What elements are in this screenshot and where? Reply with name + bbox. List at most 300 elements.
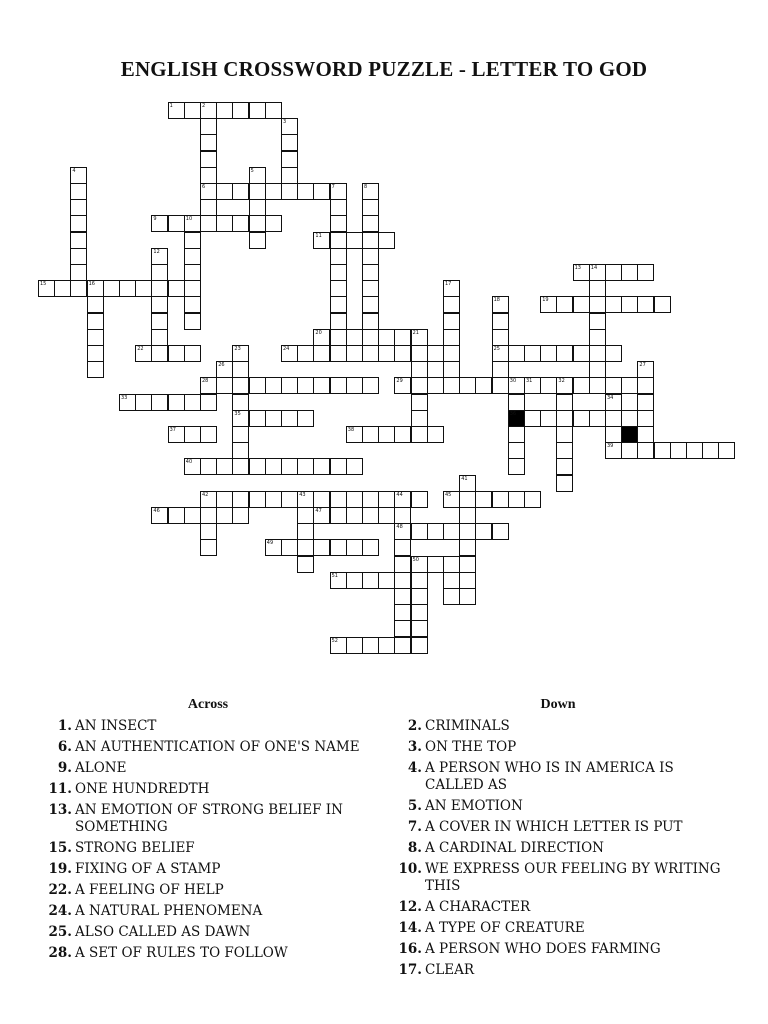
grid-cell[interactable] xyxy=(232,426,249,443)
grid-cell[interactable] xyxy=(508,394,525,411)
grid-cell[interactable] xyxy=(394,620,411,637)
grid-cell[interactable] xyxy=(135,345,152,362)
grid-cell[interactable] xyxy=(87,361,104,378)
grid-cell[interactable] xyxy=(346,329,363,346)
grid-cell[interactable] xyxy=(394,523,411,540)
grid-cell[interactable] xyxy=(378,572,395,589)
grid-cell[interactable] xyxy=(540,345,557,362)
grid-cell[interactable] xyxy=(362,248,379,265)
grid-cell[interactable] xyxy=(475,523,492,540)
grid-cell[interactable] xyxy=(589,280,606,297)
grid-cell[interactable] xyxy=(621,296,638,313)
grid-cell[interactable] xyxy=(87,345,104,362)
grid-cell[interactable] xyxy=(151,394,168,411)
grid-cell[interactable] xyxy=(443,345,460,362)
grid-cell[interactable] xyxy=(378,507,395,524)
grid-cell[interactable] xyxy=(540,410,557,427)
grid-cell[interactable] xyxy=(394,539,411,556)
grid-cell[interactable] xyxy=(443,588,460,605)
grid-cell[interactable] xyxy=(394,588,411,605)
grid-cell[interactable] xyxy=(313,458,330,475)
grid-cell[interactable] xyxy=(605,264,622,281)
grid-cell[interactable] xyxy=(459,572,476,589)
grid-cell[interactable] xyxy=(346,572,363,589)
grid-cell[interactable] xyxy=(232,491,249,508)
grid-cell[interactable] xyxy=(411,361,428,378)
grid-cell[interactable] xyxy=(411,604,428,621)
grid-cell[interactable] xyxy=(168,394,185,411)
grid-cell[interactable] xyxy=(200,394,217,411)
grid-cell[interactable] xyxy=(492,345,509,362)
grid-cell[interactable] xyxy=(492,361,509,378)
grid-cell[interactable] xyxy=(378,426,395,443)
grid-cell[interactable] xyxy=(313,539,330,556)
grid-cell[interactable] xyxy=(232,442,249,459)
grid-cell[interactable] xyxy=(168,215,185,232)
grid-cell[interactable] xyxy=(281,167,298,184)
grid-cell[interactable] xyxy=(362,280,379,297)
grid-cell[interactable] xyxy=(216,215,233,232)
grid-cell[interactable] xyxy=(184,248,201,265)
grid-cell[interactable] xyxy=(168,426,185,443)
grid-cell[interactable] xyxy=(281,183,298,200)
grid-cell[interactable] xyxy=(702,442,719,459)
grid-cell[interactable] xyxy=(70,248,87,265)
grid-cell[interactable] xyxy=(330,183,347,200)
grid-cell[interactable] xyxy=(281,151,298,168)
grid-cell[interactable] xyxy=(475,377,492,394)
grid-cell[interactable] xyxy=(443,280,460,297)
grid-cell[interactable] xyxy=(330,637,347,654)
grid-cell[interactable] xyxy=(330,507,347,524)
grid-cell[interactable] xyxy=(265,183,282,200)
grid-cell[interactable] xyxy=(249,199,266,216)
grid-cell[interactable] xyxy=(232,377,249,394)
grid-cell[interactable] xyxy=(216,377,233,394)
grid-cell[interactable] xyxy=(378,329,395,346)
grid-cell[interactable] xyxy=(168,507,185,524)
grid-cell[interactable] xyxy=(151,264,168,281)
grid-cell[interactable] xyxy=(718,442,735,459)
grid-cell[interactable] xyxy=(621,410,638,427)
grid-cell[interactable] xyxy=(330,329,347,346)
grid-cell[interactable] xyxy=(524,377,541,394)
grid-cell[interactable] xyxy=(232,361,249,378)
grid-cell[interactable] xyxy=(637,264,654,281)
grid-cell[interactable] xyxy=(378,232,395,249)
grid-cell[interactable] xyxy=(346,491,363,508)
grid-cell[interactable] xyxy=(508,491,525,508)
grid-cell[interactable] xyxy=(637,426,654,443)
grid-cell[interactable] xyxy=(87,329,104,346)
grid-cell[interactable] xyxy=(443,361,460,378)
grid-cell[interactable] xyxy=(297,458,314,475)
grid-cell[interactable] xyxy=(330,539,347,556)
grid-cell[interactable] xyxy=(265,491,282,508)
grid-cell[interactable] xyxy=(686,442,703,459)
grid-cell[interactable] xyxy=(605,410,622,427)
grid-cell[interactable] xyxy=(216,458,233,475)
grid-cell[interactable] xyxy=(508,426,525,443)
grid-cell[interactable] xyxy=(346,539,363,556)
grid-cell[interactable] xyxy=(70,167,87,184)
grid-cell[interactable] xyxy=(232,183,249,200)
grid-cell[interactable] xyxy=(330,458,347,475)
grid-cell[interactable] xyxy=(605,394,622,411)
grid-cell[interactable] xyxy=(556,296,573,313)
grid-cell[interactable] xyxy=(411,491,428,508)
grid-cell[interactable] xyxy=(346,426,363,443)
grid-cell[interactable] xyxy=(313,329,330,346)
grid-cell[interactable] xyxy=(540,296,557,313)
grid-cell[interactable] xyxy=(362,296,379,313)
grid-cell[interactable] xyxy=(184,296,201,313)
grid-cell[interactable] xyxy=(362,507,379,524)
grid-cell[interactable] xyxy=(556,377,573,394)
grid-cell[interactable] xyxy=(200,199,217,216)
grid-cell[interactable] xyxy=(135,394,152,411)
grid-cell[interactable] xyxy=(297,377,314,394)
grid-cell[interactable] xyxy=(281,345,298,362)
grid-cell[interactable] xyxy=(556,475,573,492)
grid-cell[interactable] xyxy=(459,556,476,573)
grid-cell[interactable] xyxy=(184,426,201,443)
grid-cell[interactable] xyxy=(589,361,606,378)
grid-cell[interactable] xyxy=(589,313,606,330)
grid-cell[interactable] xyxy=(394,604,411,621)
grid-cell[interactable] xyxy=(573,296,590,313)
grid-cell[interactable] xyxy=(151,296,168,313)
grid-cell[interactable] xyxy=(281,118,298,135)
grid-cell[interactable] xyxy=(330,491,347,508)
grid-cell[interactable] xyxy=(151,248,168,265)
grid-cell[interactable] xyxy=(330,248,347,265)
grid-cell[interactable] xyxy=(637,296,654,313)
grid-cell[interactable] xyxy=(330,199,347,216)
grid-cell[interactable] xyxy=(346,377,363,394)
grid-cell[interactable] xyxy=(103,280,120,297)
grid-cell[interactable] xyxy=(232,458,249,475)
grid-cell[interactable] xyxy=(184,394,201,411)
grid-cell[interactable] xyxy=(605,377,622,394)
grid-cell[interactable] xyxy=(54,280,71,297)
grid-cell[interactable] xyxy=(265,410,282,427)
grid-cell[interactable] xyxy=(281,491,298,508)
grid-cell[interactable] xyxy=(216,183,233,200)
grid-cell[interactable] xyxy=(297,183,314,200)
grid-cell[interactable] xyxy=(492,296,509,313)
grid-cell[interactable] xyxy=(524,491,541,508)
grid-cell[interactable] xyxy=(492,491,509,508)
grid-cell[interactable] xyxy=(297,491,314,508)
grid-cell[interactable] xyxy=(151,329,168,346)
grid-cell[interactable] xyxy=(151,345,168,362)
grid-cell[interactable] xyxy=(249,215,266,232)
grid-cell[interactable] xyxy=(411,410,428,427)
grid-cell[interactable] xyxy=(637,377,654,394)
grid-cell[interactable] xyxy=(573,410,590,427)
grid-cell[interactable] xyxy=(265,539,282,556)
grid-cell[interactable] xyxy=(394,507,411,524)
grid-cell[interactable] xyxy=(394,426,411,443)
grid-cell[interactable] xyxy=(330,296,347,313)
grid-cell[interactable] xyxy=(297,345,314,362)
grid-cell[interactable] xyxy=(249,167,266,184)
grid-cell[interactable] xyxy=(411,620,428,637)
grid-cell[interactable] xyxy=(524,410,541,427)
grid-cell[interactable] xyxy=(394,491,411,508)
grid-cell[interactable] xyxy=(589,329,606,346)
grid-cell[interactable] xyxy=(184,264,201,281)
grid-cell[interactable] xyxy=(70,199,87,216)
grid-cell[interactable] xyxy=(443,313,460,330)
grid-cell[interactable] xyxy=(492,523,509,540)
grid-cell[interactable] xyxy=(249,410,266,427)
grid-cell[interactable] xyxy=(151,507,168,524)
grid-cell[interactable] xyxy=(200,118,217,135)
grid-cell[interactable] xyxy=(605,296,622,313)
grid-cell[interactable] xyxy=(411,572,428,589)
grid-cell[interactable] xyxy=(313,507,330,524)
grid-cell[interactable] xyxy=(281,539,298,556)
grid-cell[interactable] xyxy=(87,296,104,313)
grid-cell[interactable] xyxy=(184,313,201,330)
grid-cell[interactable] xyxy=(621,264,638,281)
grid-cell[interactable] xyxy=(362,637,379,654)
grid-cell[interactable] xyxy=(313,377,330,394)
grid-cell[interactable] xyxy=(313,345,330,362)
grid-cell[interactable] xyxy=(589,296,606,313)
grid-cell[interactable] xyxy=(394,572,411,589)
grid-cell[interactable] xyxy=(200,167,217,184)
grid-cell[interactable] xyxy=(362,377,379,394)
grid-cell[interactable] xyxy=(411,523,428,540)
grid-cell[interactable] xyxy=(362,232,379,249)
grid-cell[interactable] xyxy=(411,588,428,605)
grid-cell[interactable] xyxy=(556,426,573,443)
grid-cell[interactable] xyxy=(654,442,671,459)
grid-cell[interactable] xyxy=(200,377,217,394)
grid-cell[interactable] xyxy=(232,102,249,119)
grid-cell[interactable] xyxy=(249,491,266,508)
grid-cell[interactable] xyxy=(200,215,217,232)
grid-cell[interactable] xyxy=(184,458,201,475)
grid-cell[interactable] xyxy=(573,377,590,394)
grid-cell[interactable] xyxy=(394,329,411,346)
grid-cell[interactable] xyxy=(330,313,347,330)
grid-cell[interactable] xyxy=(411,329,428,346)
grid-cell[interactable] xyxy=(459,377,476,394)
grid-cell[interactable] xyxy=(362,199,379,216)
grid-cell[interactable] xyxy=(362,426,379,443)
grid-cell[interactable] xyxy=(556,410,573,427)
grid-cell[interactable] xyxy=(151,280,168,297)
grid-cell[interactable] xyxy=(573,345,590,362)
grid-cell[interactable] xyxy=(70,183,87,200)
grid-cell[interactable] xyxy=(556,394,573,411)
grid-cell[interactable] xyxy=(508,377,525,394)
grid-cell[interactable] xyxy=(589,264,606,281)
grid-cell[interactable] xyxy=(232,507,249,524)
grid-cell[interactable] xyxy=(232,215,249,232)
grid-cell[interactable] xyxy=(508,345,525,362)
grid-cell[interactable] xyxy=(411,556,428,573)
grid-cell[interactable] xyxy=(265,102,282,119)
grid-cell[interactable] xyxy=(200,539,217,556)
grid-cell[interactable] xyxy=(492,377,509,394)
grid-cell[interactable] xyxy=(443,377,460,394)
grid-cell[interactable] xyxy=(459,588,476,605)
grid-cell[interactable] xyxy=(184,345,201,362)
grid-cell[interactable] xyxy=(459,475,476,492)
grid-cell[interactable] xyxy=(168,102,185,119)
grid-cell[interactable] xyxy=(394,637,411,654)
grid-cell[interactable] xyxy=(459,539,476,556)
grid-cell[interactable] xyxy=(313,232,330,249)
grid-cell[interactable] xyxy=(330,215,347,232)
grid-cell[interactable] xyxy=(184,102,201,119)
grid-cell[interactable] xyxy=(70,215,87,232)
grid-cell[interactable] xyxy=(249,102,266,119)
grid-cell[interactable] xyxy=(443,329,460,346)
grid-cell[interactable] xyxy=(87,313,104,330)
grid-cell[interactable] xyxy=(232,345,249,362)
grid-cell[interactable] xyxy=(670,442,687,459)
grid-cell[interactable] xyxy=(362,572,379,589)
grid-cell[interactable] xyxy=(362,539,379,556)
grid-cell[interactable] xyxy=(443,523,460,540)
grid-cell[interactable] xyxy=(281,458,298,475)
grid-cell[interactable] xyxy=(605,442,622,459)
grid-cell[interactable] xyxy=(427,377,444,394)
grid-cell[interactable] xyxy=(297,523,314,540)
grid-cell[interactable] xyxy=(443,296,460,313)
grid-cell[interactable] xyxy=(540,377,557,394)
grid-cell[interactable] xyxy=(459,507,476,524)
grid-cell[interactable] xyxy=(313,491,330,508)
grid-cell[interactable] xyxy=(200,134,217,151)
grid-cell[interactable] xyxy=(70,264,87,281)
grid-cell[interactable] xyxy=(459,491,476,508)
grid-cell[interactable] xyxy=(119,394,136,411)
grid-cell[interactable] xyxy=(654,296,671,313)
grid-cell[interactable] xyxy=(475,491,492,508)
grid-cell[interactable] xyxy=(378,491,395,508)
grid-cell[interactable] xyxy=(184,232,201,249)
grid-cell[interactable] xyxy=(200,102,217,119)
grid-cell[interactable] xyxy=(459,523,476,540)
grid-cell[interactable] xyxy=(556,458,573,475)
grid-cell[interactable] xyxy=(411,426,428,443)
grid-cell[interactable] xyxy=(168,280,185,297)
grid-cell[interactable] xyxy=(87,280,104,297)
grid-cell[interactable] xyxy=(70,232,87,249)
grid-cell[interactable] xyxy=(297,410,314,427)
grid-cell[interactable] xyxy=(70,280,87,297)
grid-cell[interactable] xyxy=(492,313,509,330)
grid-cell[interactable] xyxy=(330,345,347,362)
grid-cell[interactable] xyxy=(427,426,444,443)
grid-cell[interactable] xyxy=(443,491,460,508)
grid-cell[interactable] xyxy=(119,280,136,297)
grid-cell[interactable] xyxy=(265,377,282,394)
grid-cell[interactable] xyxy=(378,345,395,362)
grid-cell[interactable] xyxy=(281,410,298,427)
grid-cell[interactable] xyxy=(151,215,168,232)
grid-cell[interactable] xyxy=(556,345,573,362)
grid-cell[interactable] xyxy=(637,442,654,459)
grid-cell[interactable] xyxy=(200,507,217,524)
grid-cell[interactable] xyxy=(168,345,185,362)
grid-cell[interactable] xyxy=(265,458,282,475)
grid-cell[interactable] xyxy=(249,232,266,249)
grid-cell[interactable] xyxy=(249,458,266,475)
grid-cell[interactable] xyxy=(346,345,363,362)
grid-cell[interactable] xyxy=(346,232,363,249)
grid-cell[interactable] xyxy=(362,264,379,281)
grid-cell[interactable] xyxy=(200,523,217,540)
grid-cell[interactable] xyxy=(589,345,606,362)
grid-cell[interactable] xyxy=(621,442,638,459)
grid-cell[interactable] xyxy=(637,394,654,411)
grid-cell[interactable] xyxy=(524,345,541,362)
grid-cell[interactable] xyxy=(216,361,233,378)
grid-cell[interactable] xyxy=(232,394,249,411)
grid-cell[interactable] xyxy=(135,280,152,297)
grid-cell[interactable] xyxy=(249,377,266,394)
grid-cell[interactable] xyxy=(589,377,606,394)
grid-cell[interactable] xyxy=(637,361,654,378)
grid-cell[interactable] xyxy=(38,280,55,297)
grid-cell[interactable] xyxy=(232,410,249,427)
grid-cell[interactable] xyxy=(346,458,363,475)
grid-cell[interactable] xyxy=(427,556,444,573)
grid-cell[interactable] xyxy=(589,410,606,427)
grid-cell[interactable] xyxy=(394,556,411,573)
grid-cell[interactable] xyxy=(216,102,233,119)
grid-cell[interactable] xyxy=(411,377,428,394)
grid-cell[interactable] xyxy=(330,280,347,297)
grid-cell[interactable] xyxy=(362,313,379,330)
grid-cell[interactable] xyxy=(573,264,590,281)
grid-cell[interactable] xyxy=(184,280,201,297)
grid-cell[interactable] xyxy=(330,232,347,249)
grid-cell[interactable] xyxy=(216,507,233,524)
grid-cell[interactable] xyxy=(621,377,638,394)
grid-cell[interactable] xyxy=(508,458,525,475)
grid-cell[interactable] xyxy=(330,377,347,394)
grid-cell[interactable] xyxy=(443,572,460,589)
grid-cell[interactable] xyxy=(200,491,217,508)
grid-cell[interactable] xyxy=(184,215,201,232)
grid-cell[interactable] xyxy=(362,491,379,508)
grid-cell[interactable] xyxy=(605,426,622,443)
grid-cell[interactable] xyxy=(265,215,282,232)
grid-cell[interactable] xyxy=(200,426,217,443)
grid-cell[interactable] xyxy=(443,556,460,573)
grid-cell[interactable] xyxy=(346,507,363,524)
grid-cell[interactable] xyxy=(313,183,330,200)
grid-cell[interactable] xyxy=(151,313,168,330)
grid-cell[interactable] xyxy=(200,183,217,200)
grid-cell[interactable] xyxy=(281,377,298,394)
grid-cell[interactable] xyxy=(492,329,509,346)
grid-cell[interactable] xyxy=(330,264,347,281)
grid-cell[interactable] xyxy=(362,345,379,362)
grid-cell[interactable] xyxy=(394,345,411,362)
grid-cell[interactable] xyxy=(508,442,525,459)
grid-cell[interactable] xyxy=(411,345,428,362)
